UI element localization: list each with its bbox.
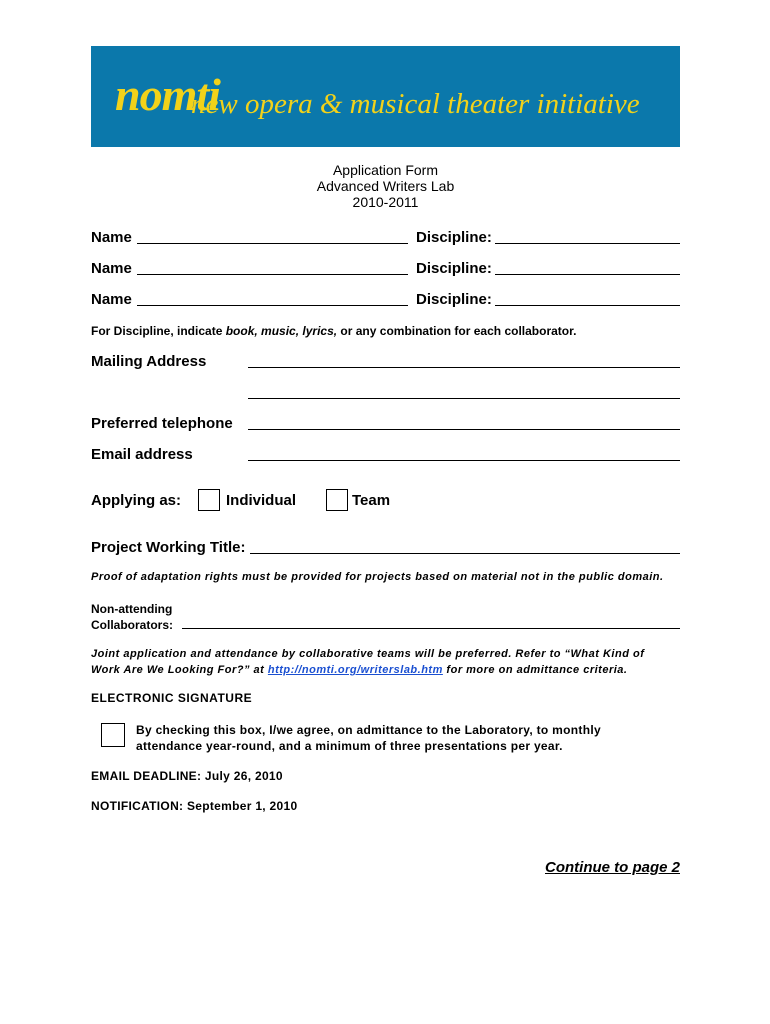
discipline-note-prefix: For Discipline, indicate — [91, 324, 226, 338]
team-checkbox[interactable] — [326, 489, 348, 511]
form-title-line1: Application Form — [332, 162, 439, 178]
name-label-1: Name — [91, 229, 132, 246]
mailing-address-label: Mailing Address — [91, 353, 207, 370]
discipline-note-suffix: combination for each collaborator. — [379, 324, 577, 338]
signature-heading: ELECTRONIC SIGNATURE — [91, 691, 253, 705]
discipline-label-1: Discipline: — [416, 229, 492, 246]
rights-note: Proof of adaptation rights must be provided for projects based on material not in the public domain. — [91, 571, 664, 583]
discipline-note — [91, 324, 576, 338]
non-attending-field[interactable] — [182, 628, 680, 629]
writers-lab-link[interactable]: http://nomti.org/writerslab.htm — [267, 664, 443, 676]
preference-note-suffix: for more on admittance criteria. — [442, 664, 628, 676]
name-label-2: Name — [91, 260, 132, 277]
agree-text — [136, 722, 601, 754]
preference-note-prefix: Work Are We Looking For?” at — [91, 664, 268, 676]
continue-link[interactable]: Continue to page 2 — [545, 859, 680, 876]
notification-date: NOTIFICATION: September 1, 2010 — [91, 799, 298, 813]
logo-nomti: nomti — [115, 69, 220, 120]
mailing-address-field-line1[interactable] — [248, 367, 680, 368]
discipline-label-3: Discipline: — [416, 291, 492, 308]
individual-checkbox[interactable] — [198, 489, 220, 511]
preference-note-line1: Joint application and attendance by collaborative teams will be preferred. Refer to “What Kind of — [91, 648, 645, 660]
name-field-1[interactable] — [137, 243, 408, 244]
email-deadline: EMAIL DEADLINE: July 26, 2010 — [91, 769, 283, 783]
discipline-note-middle: or any — [337, 324, 380, 338]
discipline-label-2: Discipline: — [416, 260, 492, 277]
email-field[interactable] — [248, 460, 680, 461]
name-label-3: Name — [91, 291, 132, 308]
name-field-3[interactable] — [137, 305, 408, 306]
individual-label: Individual — [226, 492, 297, 509]
non-attending-label-line2: Collaborators: — [91, 618, 174, 632]
mailing-address-field-line2[interactable] — [248, 398, 680, 399]
non-attending-label — [91, 601, 173, 633]
discipline-field-1[interactable] — [495, 243, 680, 244]
agree-text-line2: attendance year-round, and a minimum of three presentations per year. — [136, 739, 563, 753]
discipline-field-3[interactable] — [495, 305, 680, 306]
discipline-field-2[interactable] — [495, 274, 680, 275]
applying-as-label: Applying as: — [91, 492, 182, 509]
project-title-field[interactable] — [250, 553, 680, 554]
non-attending-label-line1: Non-attending — [91, 602, 173, 616]
name-field-2[interactable] — [137, 274, 408, 275]
preference-note — [91, 646, 644, 678]
agree-text-line1: By checking this box, I/we agree, on admittance to the Laboratory, to monthly — [136, 723, 601, 737]
telephone-field[interactable] — [248, 429, 680, 430]
project-title-label: Project Working Title: — [91, 539, 246, 556]
agree-checkbox[interactable] — [101, 723, 125, 747]
email-label: Email address — [91, 446, 193, 463]
form-title-line3: 2010-2011 — [352, 194, 419, 210]
preference-note-line2 — [91, 662, 644, 678]
team-label: Team — [352, 492, 391, 509]
discipline-note-options: book, music, lyrics, — [225, 324, 338, 338]
form-title — [91, 162, 680, 210]
logo-tagline: new opera & musical theater initiative — [191, 88, 640, 120]
form-title-line2: Advanced Writers Lab — [316, 178, 455, 194]
telephone-label: Preferred telephone — [91, 415, 233, 432]
